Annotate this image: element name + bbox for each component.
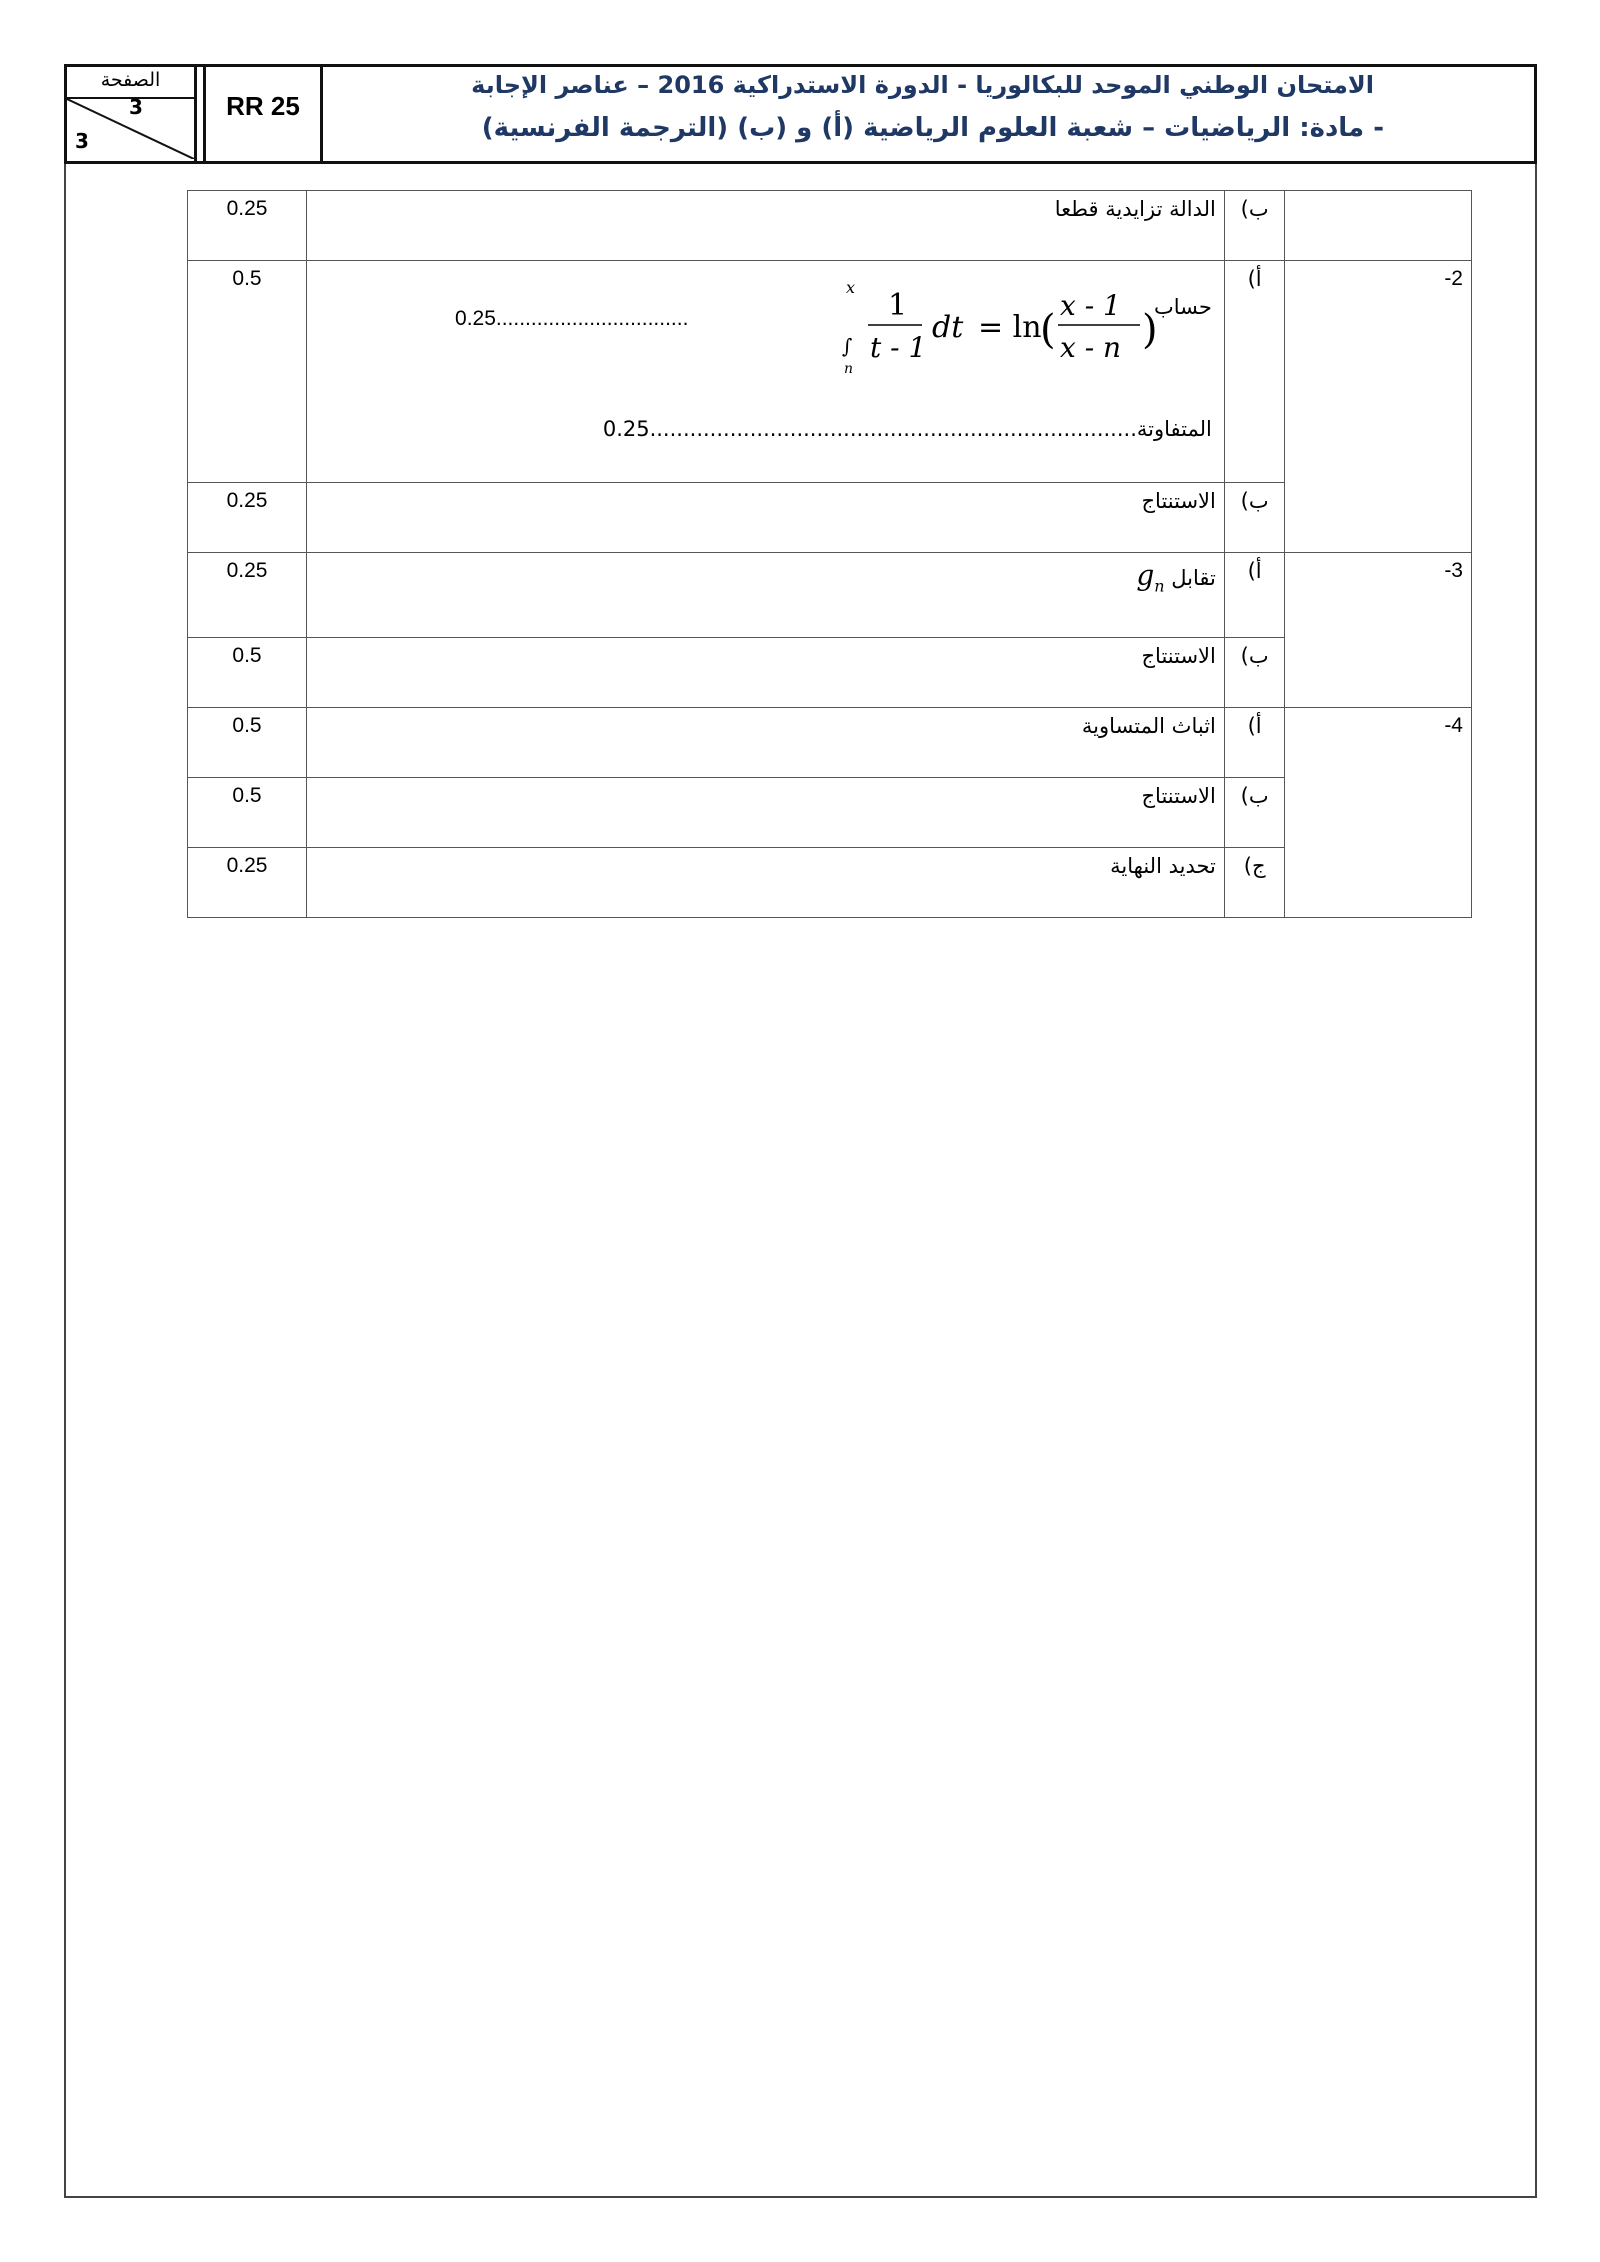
exam-code: RR 25 (226, 91, 300, 121)
mark-cell: 0.5 (188, 261, 307, 483)
subquestion-cell: ب) (1224, 778, 1285, 848)
question-cell: -2 (1285, 261, 1472, 553)
table-row (188, 191, 1472, 261)
svg-text:x - 1: x - 1 (1060, 289, 1121, 322)
table-row (188, 778, 1472, 848)
page-number-box (67, 67, 197, 161)
subquestion-cell: ج) (1224, 848, 1285, 918)
subquestion-cell: أ) (1224, 553, 1285, 638)
table-row (188, 261, 1472, 483)
integral-formula (315, 267, 1212, 441)
question-cell: -3 (1285, 553, 1472, 708)
table-row (188, 638, 1472, 708)
subquestion-cell: ب) (1224, 191, 1285, 261)
mark-cell: 0.25 (188, 848, 307, 918)
subquestion-cell: ب) (1224, 638, 1285, 708)
inequality-label: المتفاوتة (1136, 417, 1212, 441)
criterion-cell (307, 553, 1225, 638)
subquestion-cell: أ) (1224, 708, 1285, 778)
exam-code-box (203, 67, 323, 161)
criterion-cell: الاستنتاج (307, 638, 1225, 708)
criterion-cell: الاستنتاج (307, 483, 1225, 553)
subquestion-cell: أ) (1224, 261, 1285, 483)
mark-cell: 0.25 (188, 483, 307, 553)
criterion-cell: الدالة تزايدية قطعا (307, 191, 1225, 261)
table-row (188, 483, 1472, 553)
integral-expression (840, 275, 1200, 385)
exam-title: الامتحان الوطني الموحد للبكالوريا - الدورة الاستدراكية 2016 – عناصر الإجابة (471, 71, 1374, 99)
mark-cell: 0.25 (188, 553, 307, 638)
subquestion-cell: ب) (1224, 483, 1285, 553)
criterion-cell (307, 261, 1225, 483)
page-current: 3 (129, 95, 143, 119)
page-header (64, 64, 1537, 164)
page-label: الصفحة (100, 69, 161, 91)
criterion-cell: تحديد النهاية (307, 848, 1225, 918)
svg-text:t - 1: t - 1 (870, 331, 927, 364)
page-total: 3 (75, 129, 89, 153)
inequality-line (603, 417, 1212, 441)
exam-subject: - مادة: الرياضيات – شعبة العلوم الرياضية (أ) و (ب) (الترجمة الفرنسية) (481, 113, 1384, 143)
svg-text:= ln: = ln (978, 310, 1042, 345)
mark-cell: 0.5 (188, 708, 307, 778)
mark-cell: 0.5 (188, 778, 307, 848)
answer-key-table (187, 190, 1472, 918)
calc-points: 0.25................................. (455, 307, 689, 330)
table-row (188, 708, 1472, 778)
svg-text:(: ( (1040, 307, 1056, 353)
inequality-points: 0.25......................................................................... (602, 417, 1137, 441)
gn-symbol: $g_n$ (1136, 559, 1165, 596)
criterion-label: تقابل (1171, 566, 1216, 590)
svg-text:∫: ∫ (842, 334, 853, 358)
table-row (188, 848, 1472, 918)
svg-text:): ) (1142, 307, 1158, 353)
table-row (188, 553, 1472, 638)
question-cell (1285, 191, 1472, 261)
svg-text:x: x (846, 278, 856, 297)
criterion-label: حساب (1153, 295, 1212, 319)
svg-text:1: 1 (888, 288, 908, 323)
criterion-cell: الاستنتاج (307, 778, 1225, 848)
mark-cell: 0.25 (188, 191, 307, 261)
question-cell: -4 (1285, 708, 1472, 918)
svg-text:x - n: x - n (1060, 331, 1122, 364)
svg-text:dt: dt (932, 310, 964, 345)
criterion-cell: اثباث المتساوية (307, 708, 1225, 778)
mark-cell: 0.5 (188, 638, 307, 708)
svg-text:n: n (844, 361, 854, 377)
